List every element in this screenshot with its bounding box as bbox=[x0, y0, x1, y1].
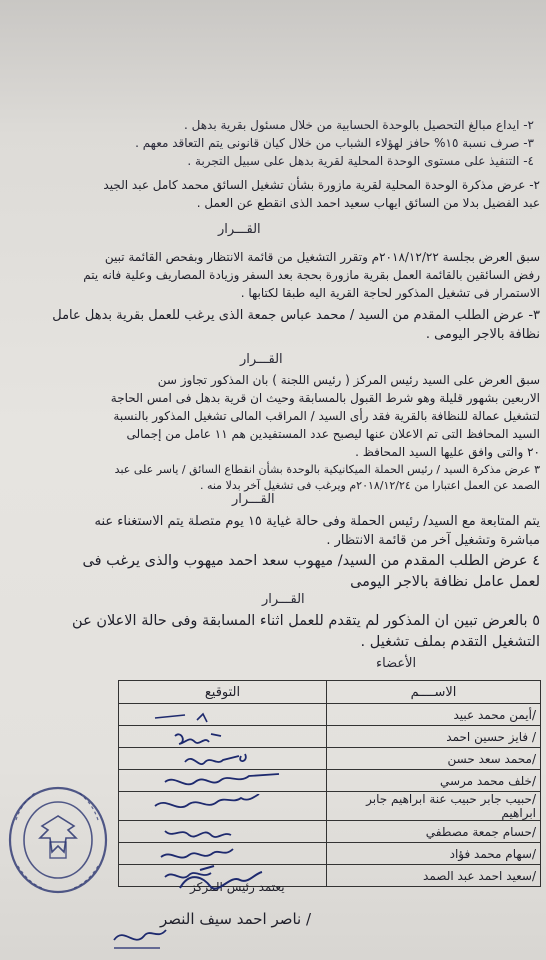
item-top-3: ٤- التنفيذ على مستوى الوحدة المحلية لقرية بدهل على سبيل التجربة . bbox=[187, 154, 534, 168]
table-row bbox=[119, 748, 541, 770]
table-row bbox=[119, 704, 541, 726]
decision-2-line-3: لتشغيل عمالة للنظافة بالقرية فقد رأى السيد / المراقب المالى تشغيل المذكور بالنسبة bbox=[113, 409, 540, 423]
decision-heading-2: القـــرار bbox=[240, 352, 283, 367]
column-header-signature: التوقيع bbox=[119, 681, 327, 704]
chairman-initials-icon bbox=[108, 920, 170, 954]
member-name: /أيمن محمد عبيد bbox=[327, 704, 541, 726]
item-2 bbox=[103, 176, 540, 212]
item-3 bbox=[52, 306, 540, 344]
decision-4-line-1: ٥ بالعرض تبين ان المذكور لم يتقدم للعمل اثناء المسابقة وفى حالة الاعلان عن bbox=[72, 613, 540, 629]
chairman-name: / ناصر احمد سيف النصر bbox=[160, 910, 312, 928]
item-top-2: ٣- صرف نسبة ١٥% حافز لهؤلاء الشباب من خلال كيان قانونى يتم التعاقد معهم . bbox=[135, 136, 534, 150]
decision-heading-4: القـــرار bbox=[262, 592, 305, 607]
signature-cell bbox=[119, 821, 327, 843]
item-3b-line-1: ٣ عرض مذكرة السيد / رئيس الحملة الميكانيكية بالوحدة بشأن انقطاع السائق / ياسر على عبد bbox=[114, 463, 540, 476]
handwritten-signature-icon bbox=[125, 823, 275, 841]
members-label: الأعضاء bbox=[376, 656, 417, 671]
decision-1 bbox=[83, 248, 540, 302]
member-name: /محمد سعد حسن bbox=[327, 748, 541, 770]
handwritten-signature-icon bbox=[125, 794, 315, 812]
member-name: /حسام جمعة مصطفي bbox=[327, 821, 541, 843]
eagle-seal-icon bbox=[2, 780, 112, 900]
decision-4 bbox=[72, 611, 540, 653]
handwritten-signature-icon bbox=[125, 706, 245, 724]
item-3b-line-2: الصمد عن العمل اعتبارا من ٢٠١٨/١٢/٢٤م ويرغب فى تشغيل آخر بدلا منه . bbox=[199, 479, 540, 492]
members-signature-table bbox=[118, 680, 541, 887]
items-top bbox=[135, 116, 534, 170]
item-4-line-1: ٤ عرض الطلب المقدم من السيد/ ميهوب سعد احمد ميهوب والذى يرغب فى bbox=[82, 553, 540, 569]
item-4-line-2: لعمل عامل نظافة بالاجر اليومى bbox=[350, 574, 540, 590]
signature-cell bbox=[119, 726, 327, 748]
column-header-name: الاســــم bbox=[327, 681, 541, 704]
decision-1-line-2: رفض السائقين بالقائمة العمل بقرية مازورة بحجة بعد السفر وزيادة المصاريف وعلية فانه يتم bbox=[83, 268, 540, 282]
table-row bbox=[119, 792, 541, 821]
member-name: /سهام محمد فؤاد bbox=[327, 843, 541, 865]
item-4 bbox=[83, 551, 540, 593]
item-3-line-2: نظافة بالاجر اليومى . bbox=[425, 327, 540, 342]
handwritten-signature-icon bbox=[125, 772, 325, 790]
decision-1-line-1: سبق العرض بجلسة ٢٠١٨/١٢/٢٢م وتقرر التشغيل من قائمة الانتظار وبفحص القائمة تبين bbox=[104, 250, 540, 264]
signature-cell bbox=[119, 748, 327, 770]
handwritten-signature-icon bbox=[125, 728, 275, 746]
approval-label: يعتمد رئيس المركز bbox=[190, 880, 285, 894]
decision-4-line-2: التشغيل التقدم بملف تشغيل . bbox=[360, 634, 540, 650]
table-row bbox=[119, 726, 541, 748]
item-3-line-1: ٣- عرض الطلب المقدم من السيد / محمد عباس جمعة الذى يرغب للعمل بقرية بدهل عامل bbox=[52, 308, 540, 323]
member-name: /سعيد احمد عبد الصمد bbox=[327, 865, 541, 887]
signature-cell bbox=[119, 704, 327, 726]
decision-2 bbox=[111, 371, 540, 461]
decision-heading-3: القـــرار bbox=[232, 492, 275, 507]
member-name: / فايز حسين احمد bbox=[327, 726, 541, 748]
signature-cell bbox=[119, 770, 327, 792]
signature-cell bbox=[119, 792, 327, 821]
member-name: /حبيب جابر حبيب عنة ابراهيم جابر ابراهيم bbox=[327, 792, 541, 821]
table-row bbox=[119, 821, 541, 843]
decision-3-line-2: مباشرة وتشغيل آخر من قائمة الانتظار . bbox=[326, 533, 540, 548]
chairman-signature-icon bbox=[160, 860, 280, 900]
table-header-row bbox=[119, 681, 541, 704]
decision-2-line-5: ٢٠ والتى وافق عليها السيد المحافظ . bbox=[355, 445, 540, 459]
decision-3 bbox=[95, 512, 540, 550]
decision-1-line-3: الاستمرار فى تشغيل المذكور لحاجة القرية اليه طبقا لكتابها . bbox=[240, 286, 540, 300]
table-row bbox=[119, 770, 541, 792]
decision-2-line-1: سبق العرض على السيد رئيس المركز ( رئيس اللجنة ) بان المذكور تجاوز سن bbox=[157, 373, 540, 387]
item-3b bbox=[115, 462, 540, 494]
item-2-line-2: عبد الفضيل بدلا من السائق ايهاب سعيد احمد الذى انقطع عن العمل . bbox=[196, 196, 540, 210]
item-top-1: ٢- ايداع مبالغ التحصيل بالوحدة الحسابية من خلال مسئول بقرية بدهل . bbox=[184, 118, 534, 132]
decision-heading-1: القـــرار bbox=[218, 222, 261, 237]
decision-3-line-1: يتم المتابعة مع السيد/ رئيس الحملة وفى حالة غياية ١٥ يوم متصلة يتم الاستغناء عنه bbox=[94, 514, 540, 529]
decision-2-line-4: السيد المحافظ التى تم الاعلان عنها ليصبح عدد المستفيدين هم ١١ عامل من إجمالى bbox=[126, 427, 540, 441]
member-name: /خلف محمد مرسي bbox=[327, 770, 541, 792]
item-2-line-1: ٢- عرض مذكرة الوحدة المحلية لقرية مازورة بشأن تشغيل السائق محمد كامل عبد الجيد bbox=[103, 178, 540, 192]
decision-2-line-2: الاربعين بشهور قليلة وهو شرط القبول بالمسابقة وحيث ان قرية بدهل فى امس الحاجة bbox=[110, 391, 540, 405]
handwritten-signature-icon bbox=[125, 750, 295, 768]
